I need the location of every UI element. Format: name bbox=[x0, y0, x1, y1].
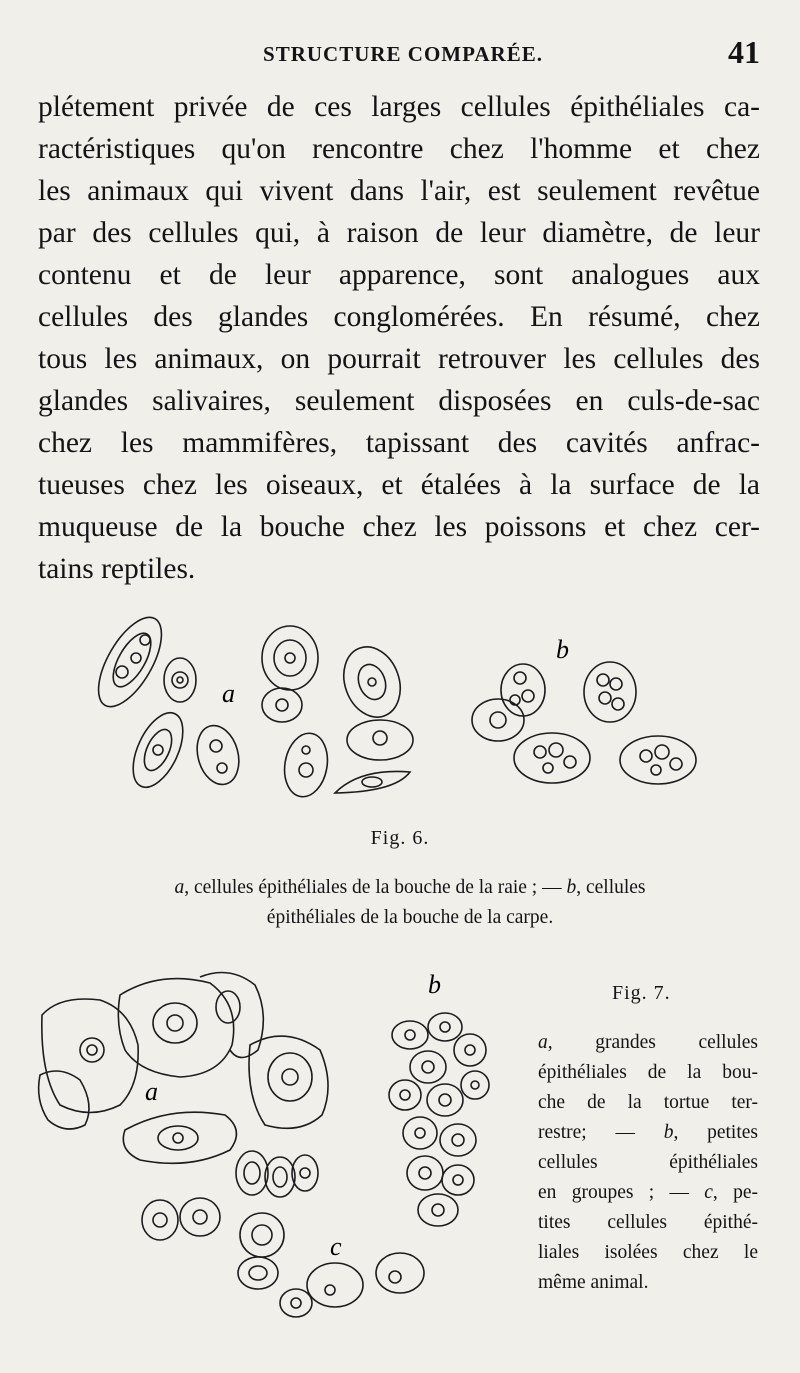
running-head bbox=[38, 34, 768, 74]
cell-group-b bbox=[472, 662, 696, 784]
caption7-line: liales isolées chez le bbox=[538, 1242, 758, 1263]
figure-7-caption bbox=[538, 1028, 758, 1298]
body-paragraph bbox=[38, 86, 760, 590]
caption-text: en groupes ; — bbox=[538, 1182, 705, 1203]
figure-7-engraving bbox=[0, 955, 540, 1335]
caption7-line: même animal. bbox=[538, 1272, 649, 1293]
caption-text: , cellules bbox=[576, 877, 646, 898]
figure-7-title: Fig. 7. bbox=[612, 982, 671, 1004]
caption7-line bbox=[538, 1118, 758, 1148]
caption-letter-b: b bbox=[663, 1122, 674, 1143]
fig7-label-a: a bbox=[145, 1077, 158, 1106]
figure-6-engraving bbox=[0, 600, 800, 820]
body-line: contenu et de leur apparence, sont analogues aux bbox=[38, 259, 760, 291]
caption-text: , petites bbox=[673, 1122, 758, 1143]
body-line: tains reptiles. bbox=[38, 553, 196, 585]
fig6-label-a: a bbox=[222, 679, 235, 708]
caption-letter-a: a bbox=[538, 1032, 548, 1053]
body-line: tous les animaux, on pourrait retrouver les cellules des bbox=[38, 343, 760, 375]
body-line: par des cellules qui, à raison de leur diamètre, de leur bbox=[38, 217, 760, 249]
body-line: les animaux qui vivent dans l'air, est seulement revêtue bbox=[38, 175, 760, 207]
cell-group-a bbox=[86, 608, 413, 800]
body-line: cellules des glandes conglomérées. En résumé, chez bbox=[38, 301, 760, 333]
fig6-label-b: b bbox=[556, 635, 569, 664]
caption-letter-c: c bbox=[704, 1182, 713, 1203]
body-line: chez les mammifères, tapissant des cavités anfrac- bbox=[38, 427, 760, 459]
cell-group-b bbox=[389, 1013, 489, 1226]
caption7-line bbox=[538, 1178, 758, 1208]
page-number: 41 bbox=[728, 34, 760, 70]
body-line: muqueuse de la bouche chez les poissons et chez cer- bbox=[38, 511, 760, 543]
cell-group-a bbox=[39, 973, 328, 1164]
caption-text: , grandes cellules bbox=[547, 1032, 758, 1053]
figure-6-caption bbox=[60, 873, 760, 933]
caption-letter-a: a bbox=[174, 877, 185, 898]
caption-text: , cellules épithéliales de la bouche de la raie ; — bbox=[184, 877, 567, 898]
caption6-line-2: épithéliales de la bouche de la carpe. bbox=[266, 907, 554, 928]
body-line: tueuses chez les oiseaux, et étalées à la surface de la bbox=[38, 469, 760, 501]
caption6-line-1 bbox=[60, 873, 760, 903]
body-line: ractéristiques qu'on rencontre chez l'homme et chez bbox=[38, 133, 760, 165]
caption7-line: cellules épithéliales bbox=[538, 1152, 758, 1173]
running-title: STRUCTURE COMPARÉE. bbox=[263, 42, 543, 66]
caption-text: restre; — bbox=[538, 1122, 664, 1143]
caption7-line bbox=[538, 1028, 758, 1058]
caption7-line: che de la tortue ter- bbox=[538, 1092, 758, 1113]
caption7-line: tites cellules épithé- bbox=[538, 1212, 758, 1233]
cell-group-c bbox=[142, 1151, 424, 1317]
caption7-line: épithéliales de la bou- bbox=[538, 1062, 758, 1083]
figure-6-title: Fig. 6. bbox=[370, 827, 430, 849]
caption-letter-b: b bbox=[566, 877, 577, 898]
fig7-label-b: b bbox=[428, 970, 441, 999]
fig7-label-c: c bbox=[330, 1232, 342, 1261]
caption-text: , pe- bbox=[712, 1182, 758, 1203]
body-line: glandes salivaires, seulement disposées en culs-de-sac bbox=[38, 385, 760, 417]
body-line: plétement privée de ces larges cellules épithéliales ca- bbox=[38, 91, 760, 123]
